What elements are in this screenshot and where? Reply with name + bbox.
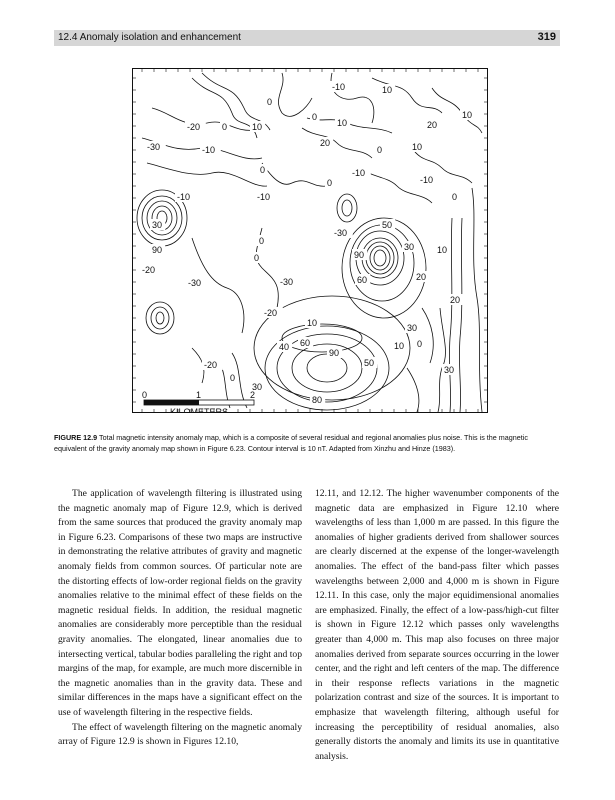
contour-label: 10	[462, 110, 473, 120]
scale-tick-0: 0	[142, 390, 148, 400]
body-column-left	[58, 487, 302, 750]
paragraph: The application of wavelength filtering is illustrated using the magnetic anomaly map of Figure 12.9, which is derived from the same sources that produced the gravity anomaly map in Figure 6.23. Comparisons of these two maps are instructive in demonstrating the relative attributes of gravity and magnetic anomaly fields from common sources. Of particular note are the distorting effects of low-order regional fields on the gravity anomalies relative to the minimal effect of these fields on the magnetic residual fields. In addition, the residual magnetic anomalies are considerably more perceptible than the residual gravity anomalies. The elongated, linear anomalies due to intersecting vertical, tabular bodies paralleling the right and top margins of the map, for example, are much more discernible in the magnetic anomalies than in the gravity data. These and similar differences in the maps have a significant effect on the use of wavelength filtering in the respective fields.	[58, 488, 302, 718]
page-number: 319	[537, 31, 556, 43]
scale-bar-fill	[144, 400, 199, 405]
contour-label: 10	[394, 341, 405, 351]
contour-label: -10	[332, 82, 346, 92]
scale-tick-1: 1	[196, 390, 202, 400]
contour-label: 0	[312, 112, 318, 122]
contour-label: -10	[177, 192, 191, 202]
contour-label: -30	[280, 277, 294, 287]
contour-label: 90	[329, 348, 340, 358]
contour-label: -10	[257, 192, 271, 202]
scale-unit: KILOMETERS	[170, 407, 229, 413]
contour-label: 10	[437, 245, 448, 255]
contour-label: 30	[404, 242, 415, 252]
contour-label: 90	[152, 245, 163, 255]
contour-label: 50	[382, 220, 393, 230]
figure-caption	[54, 432, 560, 454]
contour-label: -30	[188, 278, 202, 288]
contour-label: 0	[267, 97, 273, 107]
contour-label: 60	[300, 338, 311, 348]
magnetic-anomaly-map	[132, 68, 488, 413]
contour-label: 20	[320, 138, 331, 148]
contour-label: 0	[260, 165, 266, 175]
contour-label: 10	[252, 122, 263, 132]
contour-label: 0	[230, 373, 236, 383]
contour-label: 0	[259, 236, 265, 246]
contour-label: -20	[187, 122, 201, 132]
contour-label: 30	[407, 323, 418, 333]
contour-label: 0	[452, 192, 458, 202]
section-title: 12.4 Anomaly isolation and enhancement	[58, 32, 241, 43]
figure-caption-text: Total magnetic intensity anomaly map, which is a composite of several residual and regional anomalies plus noise. This is the magnetic equivalent of the gravity anomaly map shown in Figure 6.23. Contour interval is 10 nT. Adapted from Xinzhu and Hinze (1983).	[54, 433, 528, 453]
contour-label: -20	[264, 308, 278, 318]
body-column-right	[315, 487, 559, 764]
contour-label: -20	[204, 360, 218, 370]
contour-label: -10	[352, 168, 366, 178]
contour-label: 30	[444, 365, 455, 375]
contour-label: 30	[152, 220, 163, 230]
contour-label: 0	[377, 145, 383, 155]
contour-label: 20	[450, 295, 461, 305]
paragraph: 12.11, and 12.12. The higher wavenumber components of the magnetic data are emphasized in Figure 12.10 where wavelengths of less than 1,000 m are passed. In this figure the anomalies of higher gradients derived from shallower sources are clearly discerned at the expense of the longer-wavelength anomalies. The effect of the band-pass filter which passes wavelengths between 2,000 and 4,000 m is shown in Figure 12.11. In this case, only the major equidimensional anomalies are emphasized. Finally, the effect of a low-pass/high-cut filter is shown in Figure 12.12 which passes only wavelengths greater than 4,000 m. This map also focuses on three major anomalies derived from separate sources occurring in the lower center, and the right and left centers of the map. The difference in their response reflects variations in the magnetic polarization contrast and size of the sources. It is important to emphasize that wavelength filtering, although useful for increasing the perceptibility of residual anomalies, also generally distorts the anomaly and limits its use in quantitative analysis.	[315, 488, 559, 762]
contour-label: -10	[202, 145, 216, 155]
paragraph: The effect of wavelength filtering on the magnetic anomaly array of Figure 12.9 is shown in Figures 12.10,	[58, 721, 302, 748]
contour-label: 0	[222, 122, 228, 132]
contour-label: 60	[357, 275, 368, 285]
contour-label: 20	[427, 120, 438, 130]
contour-label: -10	[420, 175, 434, 185]
contour-label: 30	[252, 382, 263, 392]
contour-label: 80	[312, 395, 323, 405]
contour-label: -30	[147, 142, 161, 152]
contour-label: 50	[364, 358, 375, 368]
scale-tick-2: 2	[250, 390, 256, 400]
running-header	[54, 30, 560, 46]
contour-label: 10	[382, 85, 393, 95]
contour-label: 0	[327, 178, 333, 188]
contour-label: 40	[279, 342, 290, 352]
contour-label: 0	[417, 339, 423, 349]
contour-label: 90	[354, 250, 365, 260]
contour-label: 0	[254, 253, 260, 263]
contour-map-svg	[132, 68, 488, 413]
contour-label: 10	[307, 318, 318, 328]
contour-label: 20	[416, 272, 427, 282]
contour-label: 10	[337, 118, 348, 128]
contour-label: 10	[412, 142, 423, 152]
figure-label: FIGURE 12.9	[54, 433, 98, 442]
contour-label: -20	[142, 265, 156, 275]
contour-label: -30	[334, 228, 348, 238]
